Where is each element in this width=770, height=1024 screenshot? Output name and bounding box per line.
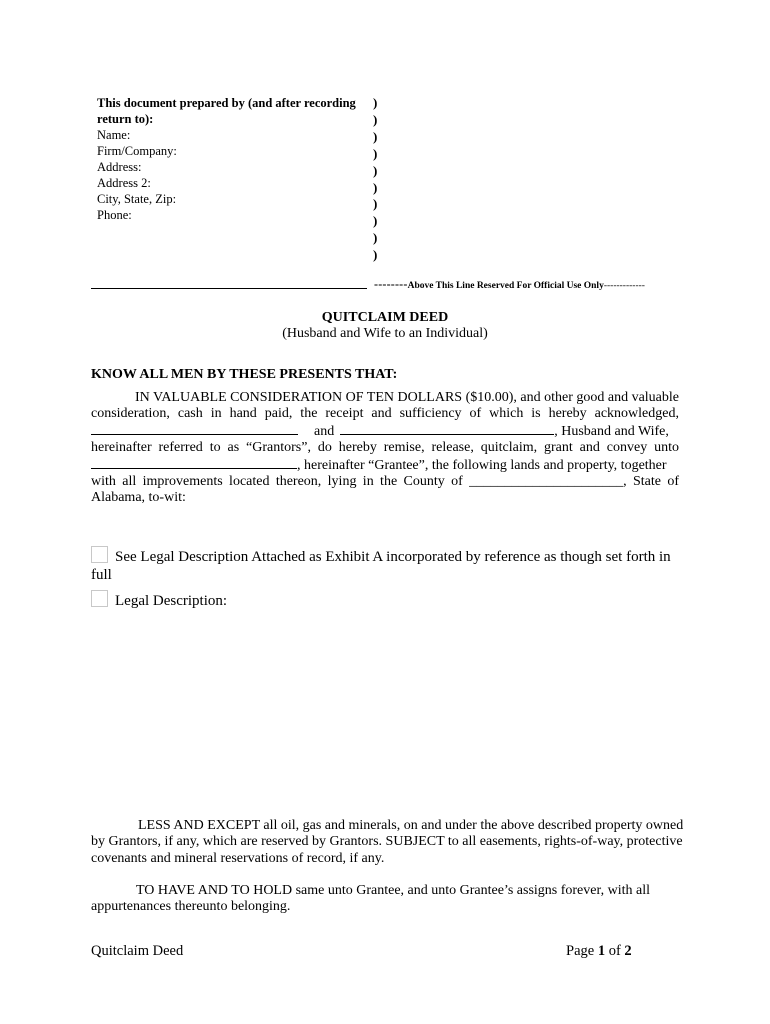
document-title: QUITCLAIM DEED — [321, 310, 449, 325]
grantor1-name-blank[interactable] — [91, 423, 298, 435]
know-all-men-heading: KNOW ALL MEN BY THESE PRESENTS THAT: — [91, 367, 398, 382]
legal-description-label: Legal Description: — [115, 593, 228, 609]
paren: ) — [373, 213, 378, 229]
field-address2-label: Address 2: — [97, 176, 151, 190]
reserved-tail: ------------- — [603, 281, 645, 291]
county-line — [91, 474, 679, 490]
paren: ) — [373, 247, 378, 263]
consideration-line: Alabama, to-wit: — [91, 490, 186, 506]
exhibit-checkbox[interactable] — [91, 546, 108, 563]
reserved-dashes: -------- — [374, 277, 408, 291]
exhibit-option-label: See Legal Description Attached as Exhibit A incorporated by reference as though set forth in — [115, 549, 671, 565]
footer-document-name: Quitclaim Deed — [91, 943, 184, 959]
less-and-except-paragraph — [91, 818, 684, 867]
consideration-paragraph — [91, 390, 679, 507]
of-label: of — [608, 943, 621, 959]
less-except-line: LESS AND EXCEPT all oil, gas and minerals, on and under the above described property owned — [138, 818, 684, 833]
page-total: 2 — [624, 943, 632, 959]
grantee-name-blank[interactable] — [91, 457, 297, 469]
field-name-label: Name: — [97, 128, 131, 142]
consideration-line: hereinafter referred to as “Grantors”, do hereby remise, release, quitclaim, grant and convey unto — [91, 440, 679, 456]
paren: ) — [373, 95, 378, 110]
state-text: , State of — [623, 474, 679, 490]
reserved-text: Above This Line Reserved For Official Use Only — [407, 281, 604, 291]
page-label: Page — [566, 943, 595, 959]
grantee-text: , hereinafter “Grantee”, the following lands and property, together — [297, 457, 667, 473]
field-city-state-zip-label: City, State, Zip: — [97, 192, 177, 206]
field-address-label: Address: — [97, 160, 142, 174]
less-except-line: by Grantors, if any, which are reserved by Grantors. SUBJECT to all easements, rights-of-way, protective — [91, 834, 683, 850]
exhibit-option — [91, 546, 691, 584]
field-firm-label: Firm/Company: — [97, 144, 177, 158]
paren: ) — [373, 179, 378, 195]
footer-page-number — [566, 943, 632, 960]
paren: ) — [373, 111, 378, 127]
paren: ) — [373, 230, 378, 246]
paren: ) — [373, 145, 378, 161]
county-text: with all improvements located thereon, lying in the County of — [91, 474, 463, 490]
prepared-by-heading-cont: return to): — [97, 112, 154, 126]
paren: ) — [373, 162, 378, 178]
document-subtitle: (Husband and Wife to an Individual) — [282, 326, 488, 341]
paren: ) — [373, 196, 378, 212]
legal-description-option — [91, 590, 691, 610]
and-word: and — [314, 423, 335, 439]
husband-and-wife-text: , Husband and Wife, — [554, 423, 669, 439]
paren: ) — [373, 128, 378, 144]
less-except-line: covenants and mineral reservations of record, if any. — [91, 850, 385, 866]
habendum-line: appurtenances thereunto belonging. — [91, 899, 291, 915]
prepared-by-block — [97, 95, 372, 223]
grantee-line — [91, 457, 679, 474]
page-current: 1 — [597, 943, 606, 959]
field-phone-label: Phone: — [97, 208, 132, 222]
signature-line — [91, 288, 367, 289]
consideration-line: IN VALUABLE CONSIDERATION OF TEN DOLLARS ($10.00), and other good and valuable — [135, 390, 680, 405]
consideration-line: consideration, cash in hand paid, the receipt and sufficiency of which is hereby acknowledged, — [91, 406, 679, 422]
legal-description-checkbox[interactable] — [91, 590, 108, 607]
county-blank[interactable]: ______________________ — [469, 474, 624, 490]
reserved-line-notice — [374, 277, 645, 292]
grantor2-name-blank[interactable] — [340, 423, 554, 435]
prepared-by-heading: This document prepared by (and after recording — [97, 96, 356, 110]
exhibit-option-label-cont: full — [91, 567, 112, 583]
habendum-paragraph — [91, 883, 679, 916]
habendum-line: TO HAVE AND TO HOLD same unto Grantee, and unto Grantee’s assigns forever, with all — [136, 883, 650, 898]
grantor-names-line — [91, 423, 679, 440]
paren-column — [373, 95, 377, 264]
